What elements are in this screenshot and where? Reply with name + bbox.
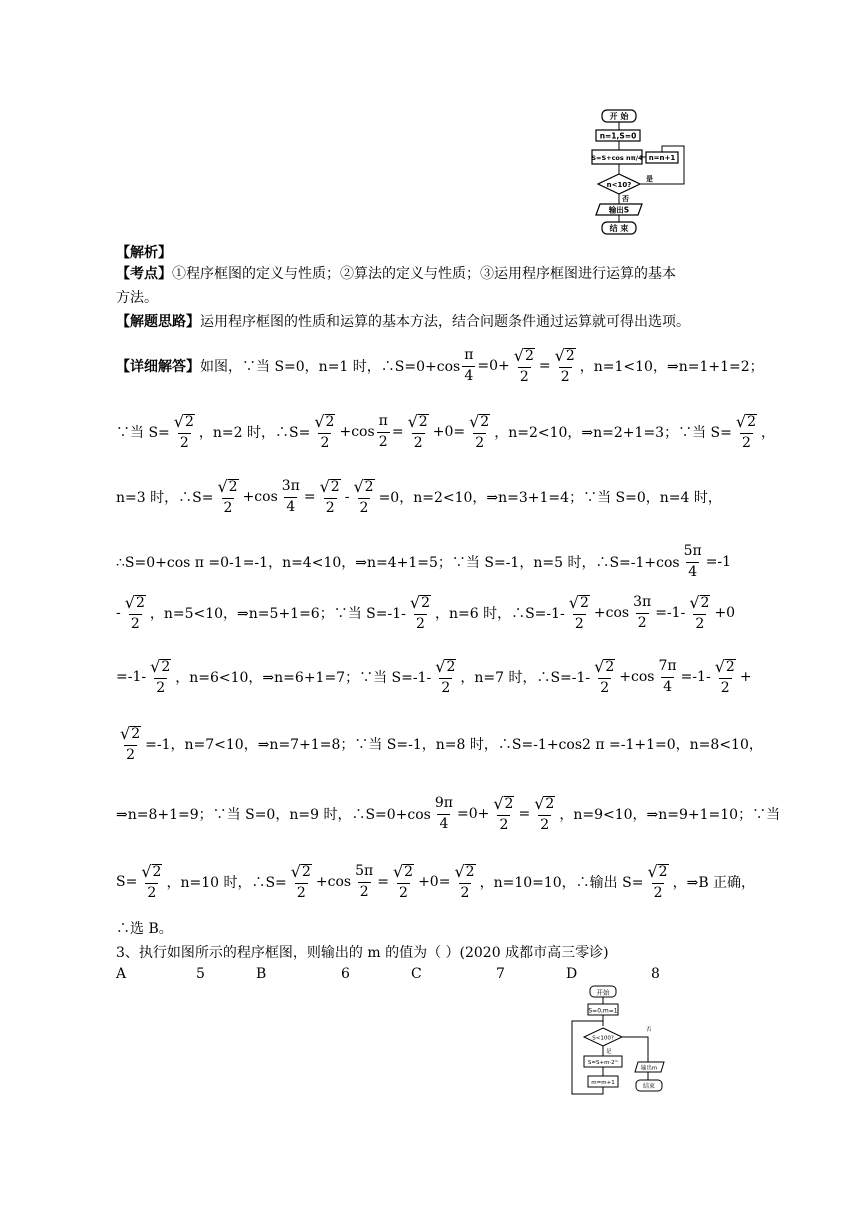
option-c-letter: C <box>411 966 422 982</box>
detail-line-5: - √ 2 2 ，n=5<10，⇒n=5+1=6；∵当 S=-1- √ 2 2 ，n=6 时，∴S=-1- √ 2 2 +cos $\frac{3\pi}{2}$ =-1- √ 2 2 +0 <box>116 592 736 632</box>
question-3-options <box>116 966 676 984</box>
fraction: $\frac{\pi}{2}$ <box>378 413 388 450</box>
kaodian-line: 【考点】 ①程序框图的定义与性质；②算法的定义与性质；③运用程序框图进行运算的基本 <box>116 266 676 282</box>
fraction: $\frac{7\pi}{4}$ <box>658 658 677 695</box>
fraction: √ 2 2 <box>513 345 534 385</box>
fraction: √ 2 2 <box>124 592 145 632</box>
option-c-value: 7 <box>496 966 505 982</box>
detail-line-2: ∵当 S= √ 2 2 ，n=2 时，∴S= √ 2 2 +cos $\frac{\pi}{2}$ = √ 2 2 +0= √ 2 2 ，n=2<10，⇒n=2+1=3；∵当 S= √ 2 2 ， <box>116 411 775 451</box>
fraction: √ 2 2 <box>353 476 374 516</box>
fraction: √ 2 2 <box>217 476 238 516</box>
fc2-incr-text: m=m+1 <box>591 1080 615 1086</box>
option-a-letter: A <box>116 966 127 982</box>
fraction: √ 2 2 <box>554 345 575 385</box>
fraction: √ 2 2 <box>568 592 589 632</box>
fc2-cond-text: S<100? <box>592 1035 614 1042</box>
fc1-start-text: 开 始 <box>609 112 629 121</box>
fraction: √ 2 2 <box>392 861 414 901</box>
fc2-no-label: 否 <box>646 1027 652 1033</box>
fraction: √ 2 2 <box>689 592 710 632</box>
fc1-yes-label: 是 <box>646 175 653 183</box>
fraction: √ 2 2 <box>150 656 171 696</box>
fraction: √ 2 2 <box>735 411 756 451</box>
detail-line-6: =-1- √ 2 2 ，n=6<10，⇒n=6+1=7；∵当 S=-1- √ 2 2 ，n=7 时，∴S=-1- √ 2 2 +cos $\frac{7\pi}{4}$ =-1- √ 2 2 + <box>116 656 752 696</box>
fraction: √ 2 2 <box>534 793 555 833</box>
option-b-value: 6 <box>341 966 350 982</box>
fc2-end-text: 结束 <box>642 1083 656 1090</box>
silu-line: 【解题思路】 运用程序框图的性质和运算的基本方法，结合问题条件通过运算就可得出选项。 <box>116 314 690 330</box>
option-d-value: 8 <box>651 966 660 982</box>
detail-line-4: ∴S=0+cos π =0-1=-1，n=4<10，⇒n=4+1=5；∵当 S=-1，n=5 时，∴S=-1+cos $\frac{5\pi}{4}$ =-1 <box>116 543 732 580</box>
fc2-start-text: 开始 <box>596 988 610 997</box>
fc1-update-text: S=S+cos nπ/4 <box>591 154 643 162</box>
fraction: √ 2 2 <box>141 861 162 901</box>
fraction: √ 2 2 <box>647 861 668 901</box>
fc1-init-text: n=1,S=0 <box>599 131 637 141</box>
detail-line-9: S= √ 2 2 ，n=10 时，∴S= √ 2 2 +cos $\frac{5\pi}{2}$ = √ 2 2 +0= √ 2 2 ，n=10=10，∴输出 S= √ 2 2 ，⇒B 正确， <box>116 861 756 901</box>
fc1-no-label: 否 <box>622 195 629 203</box>
fc2-update-text: S=S+m·2ᵐ <box>587 1060 619 1066</box>
question-3-text: 3、执行如图所示的程序框图，则输出的 m 的值为（ ）(2020 成都市高三零诊) <box>116 945 609 961</box>
fraction: √ 2 2 <box>594 656 615 696</box>
fc2-yes-label: 是 <box>606 1049 612 1055</box>
fraction: $\frac{\pi}{4}$ <box>464 347 474 384</box>
fc1-end-text: 结 束 <box>609 224 629 233</box>
fraction: √ 2 2 <box>714 656 735 696</box>
fraction: $\frac{3\pi}{2}$ <box>633 594 652 631</box>
fraction: √ 2 2 <box>290 861 311 901</box>
fraction: √ 2 2 <box>319 476 340 516</box>
fraction: √ 2 2 <box>407 411 428 451</box>
option-d-letter: D <box>566 966 578 982</box>
fraction: $\frac{5\pi}{4}$ <box>683 543 702 580</box>
detail-line-1: 【详细解答】 如图，∵当 S=0，n=1 时，∴S=0+cos $\frac{\pi}{4}$ =0+ √ 2 2 = √ 2 2 ，n=1<10，⇒n=1+1=2； <box>116 345 764 385</box>
fc1-output-text: 输出S <box>608 205 630 215</box>
analysis-header: 【解析】 <box>116 245 172 261</box>
fraction: √ 2 2 <box>435 656 456 696</box>
flowchart-1 <box>590 108 690 238</box>
fraction: $\frac{5\pi}{2}$ <box>355 863 374 900</box>
detail-line-3: n=3 时，∴S= √ 2 2 +cos $\frac{3\pi}{4}$ = √ 2 2 - √ 2 2 =0，n=2<10，⇒n=3+1=4；∵当 S=0，n=4 时， <box>116 476 722 516</box>
fraction: $\frac{9\pi}{4}$ <box>434 795 453 832</box>
detail-line-8: ⇒n=8+1=9；∵当 S=0，n=9 时，∴S=0+cos $\frac{9\pi}{4}$ =0+ √ 2 2 = √ 2 2 ，n=9<10，⇒n=9+1=10；∵当 <box>116 793 781 833</box>
fraction: √ 2 2 <box>409 592 430 632</box>
fraction: √ 2 2 <box>469 411 490 451</box>
fraction: √ 2 2 <box>120 723 141 763</box>
fc2-init-text: S=0,m=1 <box>588 1007 618 1015</box>
fraction: √ 2 2 <box>173 411 194 451</box>
option-a-value: 5 <box>196 966 205 982</box>
detail-line-7: √ 2 2 =-1，n=7<10，⇒n=7+1=8；∵当 S=-1，n=8 时，∴S=-1+cos2 π =-1+1=0，n=8<10， <box>120 723 763 763</box>
kaodian-line-2: 方法。 <box>116 290 158 306</box>
flowchart-2 <box>566 984 682 1096</box>
fraction: √ 2 2 <box>493 793 514 833</box>
fc1-cond-text: n<10? <box>606 181 632 189</box>
fraction: $\frac{3\pi}{4}$ <box>281 478 300 515</box>
detail-line-10: ∴选 B。 <box>116 921 173 937</box>
fc2-output-text: 输出m <box>640 1065 658 1072</box>
fraction: √ 2 2 <box>454 861 475 901</box>
fraction: √ 2 2 <box>314 411 335 451</box>
fc1-incr-text: n=n+1 <box>648 154 676 162</box>
option-b-letter: B <box>256 966 267 982</box>
